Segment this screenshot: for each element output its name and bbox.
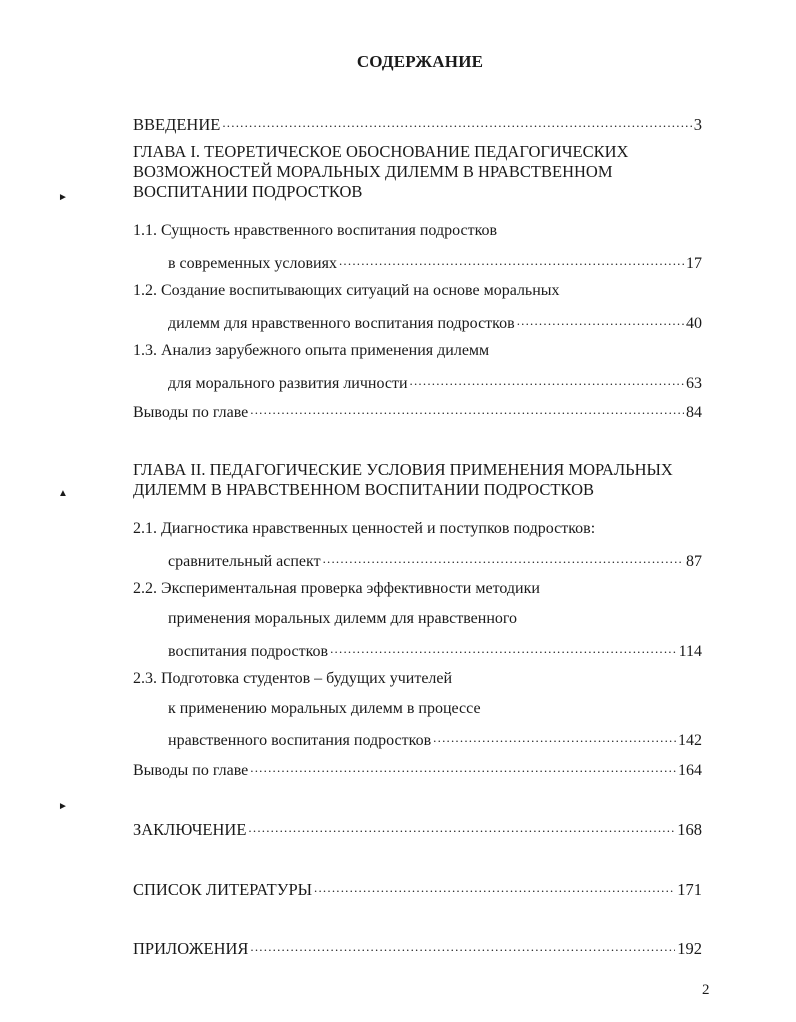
- toc-page: 40: [686, 315, 702, 332]
- toc-label: ПРИЛОЖЕНИЯ: [133, 938, 249, 958]
- chapter2-heading-line1[interactable]: ГЛАВА II. ПЕДАГОГИЧЕСКИЕ УСЛОВИЯ ПРИМЕНЕНИЯ МОРАЛЬНЫХ: [133, 460, 673, 479]
- toc-label: воспитания подростков: [168, 643, 329, 660]
- dot-leader: [314, 878, 675, 895]
- chapter2-heading-line2[interactable]: ДИЛЕММ В НРАВСТВЕННОМ ВОСПИТАНИИ ПОДРОСТКОВ: [133, 480, 595, 499]
- toc-page: 168: [677, 819, 702, 839]
- page-number: 2: [702, 982, 710, 998]
- dot-leader: [433, 729, 676, 745]
- toc-entry-1-3-line1[interactable]: 1.3. Анализ зарубежного опыта применения дилемм: [133, 342, 490, 359]
- toc-page: 87: [686, 553, 702, 570]
- margin-mark-icon: ►: [58, 192, 68, 203]
- chapter1-heading-line1[interactable]: ГЛАВА I. ТЕОРЕТИЧЕСКОЕ ОБОСНОВАНИЕ ПЕДАГОГИЧЕСКИХ: [133, 142, 629, 161]
- toc-page: 114: [678, 643, 702, 660]
- toc-entry-2-3-line2[interactable]: к применению моральных дилемм в процессе: [168, 700, 481, 717]
- dot-leader: [250, 759, 676, 775]
- toc-label: ЗАКЛЮЧЕНИЕ: [133, 819, 247, 839]
- toc-entry-2-1-line1[interactable]: 2.1. Диагностика нравственных ценностей и поступков подростков:: [133, 520, 596, 537]
- toc-entry-ch2-conclusions[interactable]: [133, 759, 702, 780]
- toc-label: сравнительный аспект: [168, 553, 321, 570]
- toc-page: 164: [678, 762, 702, 779]
- toc-page: 63: [686, 375, 702, 392]
- toc-entry-1-1[interactable]: [168, 252, 702, 273]
- chapter1-heading-line2[interactable]: ВОЗМОЖНОСТЕЙ МОРАЛЬНЫХ ДИЛЕММ В НРАВСТВЕННОМ: [133, 162, 613, 181]
- toc-page: 192: [677, 938, 702, 958]
- margin-mark-icon: ▲: [58, 488, 68, 499]
- toc-entry-2-3[interactable]: [168, 729, 702, 750]
- toc-entry-1-2[interactable]: [168, 312, 702, 333]
- toc-page: 142: [678, 732, 702, 749]
- dot-leader: [339, 252, 684, 268]
- dot-leader: [323, 550, 684, 566]
- dot-leader: [250, 401, 684, 417]
- dot-leader: [222, 113, 691, 130]
- toc-page: 171: [677, 879, 702, 899]
- toc-entry-2-3-line1[interactable]: 2.3. Подготовка студентов – будущих учителей: [133, 670, 453, 687]
- dot-leader: [517, 312, 684, 328]
- margin-mark-icon: ►: [58, 801, 68, 812]
- dot-leader: [410, 372, 684, 388]
- toc-entry-conclusion[interactable]: [133, 818, 702, 840]
- page-title: СОДЕРЖАНИЕ: [356, 52, 484, 71]
- toc-label: Выводы по главе: [133, 762, 249, 779]
- toc-page: 3: [693, 114, 702, 134]
- toc-entry-ch1-conclusions[interactable]: [133, 401, 702, 422]
- dot-leader: [248, 818, 675, 835]
- toc-label: для морального развития личности: [168, 375, 408, 392]
- toc-label: ВВЕДЕНИЕ: [133, 114, 221, 134]
- toc-entry-intro[interactable]: [133, 113, 702, 135]
- toc-label: нравственного воспитания подростков: [168, 732, 432, 749]
- toc-entry-appendices[interactable]: [133, 937, 702, 959]
- toc-entry-2-2-line1[interactable]: 2.2. Экспериментальная проверка эффективности методики: [133, 580, 540, 597]
- toc-entry-2-2[interactable]: [168, 640, 702, 661]
- toc-page: 84: [686, 404, 702, 421]
- toc-label: СПИСОК ЛИТЕРАТУРЫ: [133, 879, 313, 899]
- dot-leader: [250, 937, 675, 954]
- toc-entry-2-1[interactable]: [168, 550, 702, 571]
- toc-label: дилемм для нравственного воспитания подростков: [168, 315, 515, 332]
- toc-label: в современных условиях: [168, 255, 337, 272]
- toc-entry-1-1-line1[interactable]: 1.1. Сущность нравственного воспитания подростков: [133, 222, 498, 239]
- toc-entry-1-3[interactable]: [168, 372, 702, 393]
- chapter1-heading-line3[interactable]: ВОСПИТАНИИ ПОДРОСТКОВ: [133, 182, 363, 201]
- dot-leader: [330, 640, 677, 656]
- toc-label: Выводы по главе: [133, 404, 249, 421]
- toc-page: 17: [686, 255, 702, 272]
- toc-entry-2-2-line2[interactable]: применения моральных дилемм для нравственного: [168, 610, 518, 627]
- toc-entry-1-2-line1[interactable]: 1.2. Создание воспитывающих ситуаций на основе моральных: [133, 282, 560, 299]
- toc-entry-bibliography[interactable]: [133, 878, 702, 900]
